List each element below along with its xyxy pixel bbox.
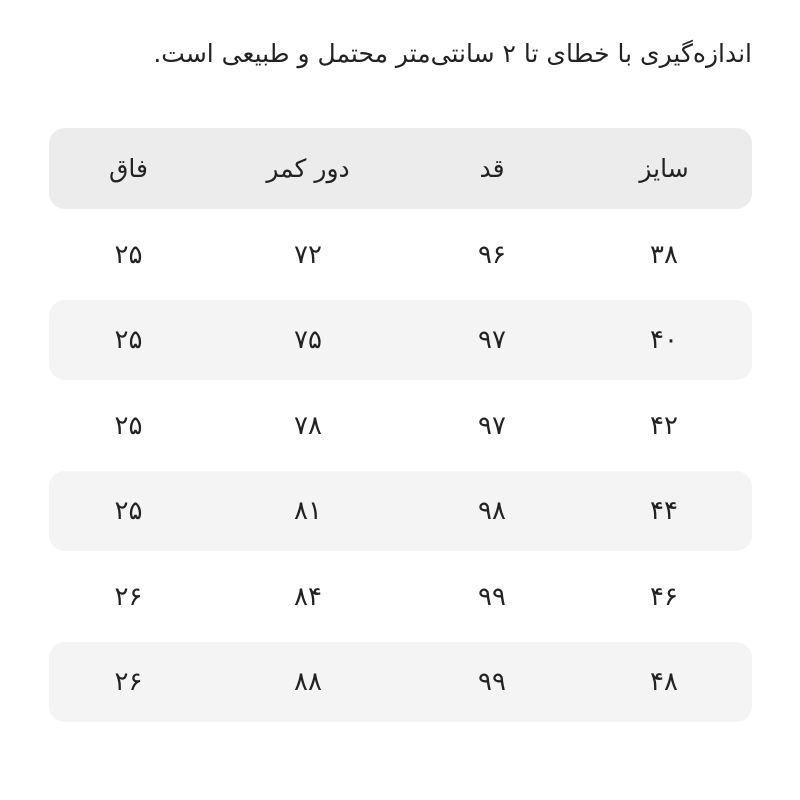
cell-size: ۴۸	[650, 667, 678, 697]
header-waist: دور کمر	[266, 154, 350, 183]
cell-waist: ۸۱	[294, 496, 322, 526]
table-row	[49, 386, 752, 466]
cell-size: ۴۴	[650, 496, 678, 526]
cell-rise: ۲۵	[114, 325, 143, 355]
cell-size: ۴۲	[650, 410, 678, 441]
cell-size: ۴۶	[650, 581, 678, 612]
measurement-note: اندازه‌گیری با خطای تا ۲ سانتی‌متر محتمل و طبیعی است.	[153, 39, 752, 68]
table-row	[49, 471, 752, 551]
cell-length: ۹۹	[478, 667, 506, 697]
cell-length: ۹۷	[478, 410, 506, 441]
table-header-row	[49, 128, 752, 209]
header-length: قد	[479, 154, 505, 183]
table-row	[49, 300, 752, 380]
cell-rise: ۲۵	[114, 239, 143, 270]
cell-size: ۳۸	[650, 239, 678, 270]
cell-rise: ۲۵	[114, 410, 143, 441]
cell-waist: ۸۴	[294, 581, 322, 612]
cell-rise: ۲۶	[114, 581, 143, 612]
cell-waist: ۷۵	[294, 325, 322, 355]
header-rise: فاق	[109, 154, 148, 183]
cell-length: ۹۷	[478, 325, 506, 355]
cell-size: ۴۰	[650, 325, 678, 355]
table-row	[49, 642, 752, 722]
cell-waist: ۷۸	[294, 410, 322, 441]
size-table	[49, 128, 752, 728]
cell-length: ۹۸	[478, 496, 506, 526]
table-row	[49, 557, 752, 637]
cell-rise: ۲۶	[114, 667, 143, 697]
header-size: سایز	[639, 154, 689, 183]
cell-rise: ۲۵	[114, 496, 143, 526]
cell-waist: ۸۸	[294, 667, 322, 697]
cell-length: ۹۹	[478, 581, 506, 612]
table-row	[49, 215, 752, 295]
cell-waist: ۷۲	[294, 239, 322, 270]
cell-length: ۹۶	[478, 239, 506, 270]
